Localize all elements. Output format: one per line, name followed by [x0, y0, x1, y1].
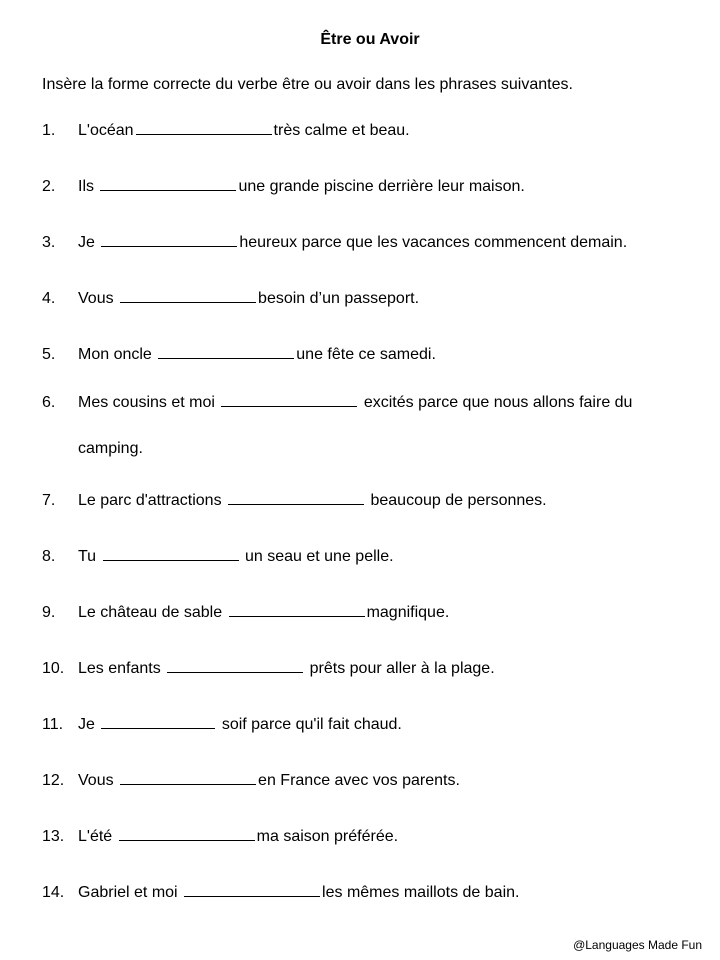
item-number: 6. [42, 394, 56, 411]
item-text-before: Je [78, 716, 95, 733]
item-text-before: Tu [78, 548, 97, 565]
item-text-after: prêts pour aller à la plage. [309, 660, 495, 677]
answer-blank[interactable] [119, 839, 255, 841]
answer-blank[interactable] [136, 133, 272, 135]
item-text-continuation: camping. [78, 440, 143, 457]
item-text-before: Mon oncle [78, 346, 152, 363]
item-text-before: L'été [78, 828, 113, 845]
item-text-after: une grande piscine derrière leur maison. [238, 178, 525, 195]
item-text-before: Le château de sable [78, 604, 223, 621]
answer-blank[interactable] [167, 671, 303, 673]
item-number: 9. [42, 604, 56, 621]
item-text-after: très calme et beau. [273, 122, 410, 139]
item-text-after: besoin d’un passeport. [258, 290, 420, 307]
answer-blank[interactable] [120, 301, 256, 303]
item-number: 7. [42, 492, 56, 509]
page-title: Être ou Avoir [320, 31, 420, 48]
item-text-before: Vous [78, 290, 114, 307]
item-text-after: une fête ce samedi. [296, 346, 436, 363]
item-number: 3. [42, 234, 56, 251]
answer-blank[interactable] [228, 503, 364, 505]
item-number: 8. [42, 548, 56, 565]
item-text-after: les mêmes maillots de bain. [322, 884, 520, 901]
item-text-after: soif parce qu'il fait chaud. [221, 716, 402, 733]
answer-blank[interactable] [103, 559, 239, 561]
answer-blank[interactable] [229, 615, 365, 617]
item-text-after: magnifique. [366, 604, 450, 621]
item-number: 1. [42, 122, 56, 139]
item-number: 2. [42, 178, 56, 195]
item-text-after: en France avec vos parents. [258, 772, 460, 789]
item-number: 11. [42, 716, 64, 733]
item-text-after: excités parce que nous allons faire du [363, 394, 633, 411]
answer-blank[interactable] [158, 357, 294, 359]
copyright-footer: @Languages Made Fun [573, 938, 702, 952]
item-text-before: Vous [78, 772, 114, 789]
item-text-before: Le parc d'attractions [78, 492, 222, 509]
item-text-before: Mes cousins et moi [78, 394, 215, 411]
answer-blank[interactable] [184, 895, 320, 897]
answer-blank[interactable] [100, 189, 236, 191]
item-text-before: Gabriel et moi [78, 884, 178, 901]
item-number: 13. [42, 828, 65, 845]
item-number: 12. [42, 772, 65, 789]
answer-blank[interactable] [221, 405, 357, 407]
item-number: 14. [42, 884, 65, 901]
item-text-before: L'océan [78, 122, 134, 139]
item-text-before: Je [78, 234, 95, 251]
item-number: 4. [42, 290, 56, 307]
item-text-after: un seau et une pelle. [244, 548, 394, 565]
item-text-before: Les enfants [78, 660, 161, 677]
instructions: Insère la forme correcte du verbe être ou avoir dans les phrases suivantes. [42, 76, 573, 93]
item-text-after: ma saison préférée. [256, 828, 399, 845]
answer-blank[interactable] [101, 727, 215, 729]
answer-blank[interactable] [101, 245, 237, 247]
item-number: 10. [42, 660, 65, 677]
item-text-after: heureux parce que les vacances commencent demain. [239, 234, 628, 251]
answer-blank[interactable] [120, 783, 256, 785]
item-text-after: beaucoup de personnes. [370, 492, 547, 509]
item-number: 5. [42, 346, 56, 363]
item-text-before: Ils [78, 178, 94, 195]
